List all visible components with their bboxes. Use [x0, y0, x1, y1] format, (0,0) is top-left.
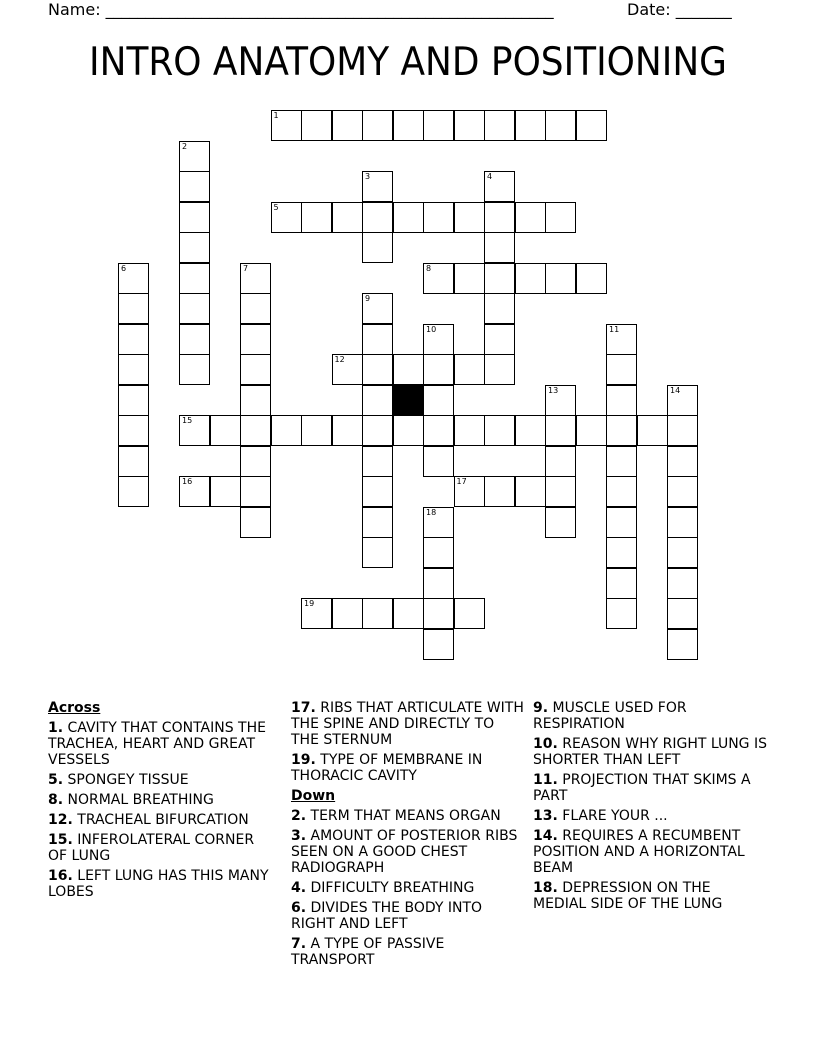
clue-label-number: 7. — [291, 936, 307, 952]
clue-text: REASON WHY RIGHT LUNG IS SHORTER THAN LEFT — [533, 736, 767, 768]
clue-text: RIBS THAT ARTICULATE WITH THE SPINE AND DIRECTLY TO THE STERNUM — [291, 700, 524, 748]
clue-text: TERM THAT MEANS ORGAN — [306, 808, 501, 824]
grid-cell[interactable] — [362, 476, 393, 507]
grid-cell[interactable] — [240, 385, 271, 416]
clue-text: TRACHEAL BIFURCATION — [72, 812, 249, 828]
clue-number: 16 — [182, 477, 193, 486]
grid-cell[interactable] — [179, 263, 210, 294]
clue-number: 6 — [121, 263, 127, 273]
grid-cell[interactable] — [362, 324, 393, 355]
grid-cell[interactable] — [545, 507, 576, 538]
clue-column-1 — [48, 700, 273, 904]
grid-cell[interactable] — [423, 202, 454, 233]
grid-cell[interactable] — [332, 110, 363, 141]
grid-cell[interactable] — [606, 568, 637, 599]
clue-number: 14 — [670, 385, 681, 395]
clue-label-number: 14. — [533, 828, 558, 844]
grid-cell[interactable] — [667, 507, 698, 538]
grid-cell[interactable] — [667, 568, 698, 599]
clue-label-number: 10. — [533, 736, 558, 752]
grid-cell[interactable] — [179, 293, 210, 324]
grid-cell[interactable] — [667, 385, 698, 416]
grid-cell[interactable] — [515, 476, 546, 507]
grid-cell[interactable] — [545, 415, 576, 446]
grid-cell[interactable] — [545, 202, 576, 233]
clue-text: REQUIRES A RECUMBENT POSITION AND A HORIZONTAL BEAM — [533, 828, 745, 876]
grid-cell[interactable] — [515, 202, 546, 233]
across-clue — [291, 752, 526, 784]
grid-cell[interactable] — [240, 415, 271, 446]
grid-cell[interactable] — [332, 202, 363, 233]
grid-cell[interactable] — [271, 202, 302, 233]
grid-cell[interactable] — [606, 324, 637, 355]
grid-cell[interactable] — [118, 354, 149, 385]
grid-cell[interactable] — [637, 415, 668, 446]
grid-cell[interactable] — [454, 110, 485, 141]
grid-cell[interactable] — [118, 476, 149, 507]
date-field-label[interactable]: Date: _______ — [627, 0, 732, 19]
grid-cell[interactable] — [454, 202, 485, 233]
grid-cell[interactable] — [667, 415, 698, 446]
clue-label-number: 6. — [291, 900, 307, 916]
grid-cell[interactable] — [484, 263, 515, 294]
clue-number: 17 — [456, 477, 467, 486]
grid-cell[interactable] — [484, 354, 515, 385]
grid-cell[interactable] — [667, 629, 698, 660]
grid-cell[interactable] — [606, 415, 637, 446]
grid-cell[interactable] — [362, 110, 393, 141]
grid-cell[interactable] — [118, 446, 149, 477]
grid-cell[interactable] — [393, 598, 424, 629]
clue-label-number: 3. — [291, 828, 307, 844]
clue-number: 13 — [548, 385, 559, 395]
grid-cell[interactable] — [301, 110, 332, 141]
grid-cell[interactable] — [423, 110, 454, 141]
clue-number: 1 — [273, 111, 279, 120]
grid-cell[interactable] — [362, 293, 393, 324]
clue-number: 11 — [609, 324, 620, 334]
grid-cell[interactable] — [332, 415, 363, 446]
clue-text: AMOUNT OF POSTERIOR RIBS SEEN ON A GOOD CHEST RADIOGRAPH — [291, 828, 518, 876]
grid-cell[interactable] — [606, 446, 637, 477]
grid-cell[interactable] — [423, 354, 454, 385]
grid-cell[interactable] — [362, 507, 393, 538]
clue-column-2 — [291, 700, 526, 972]
grid-cell[interactable] — [240, 324, 271, 355]
grid-cell[interactable] — [210, 476, 241, 507]
grid-cell[interactable] — [545, 476, 576, 507]
grid-cell[interactable] — [240, 293, 271, 324]
clue-text: NORMAL BREATHING — [63, 792, 214, 808]
grid-cell[interactable] — [606, 354, 637, 385]
grid-cell[interactable] — [179, 202, 210, 233]
grid-cell[interactable] — [301, 415, 332, 446]
clue-label-number: 5. — [48, 772, 64, 788]
across-clue — [48, 868, 273, 900]
grid-cell[interactable] — [423, 415, 454, 446]
grid-cell[interactable] — [362, 537, 393, 568]
clue-number: 3 — [365, 172, 371, 181]
grid-cell[interactable] — [423, 598, 454, 629]
grid-cell[interactable] — [423, 263, 454, 294]
grid-cell[interactable] — [179, 141, 210, 172]
grid-cell[interactable] — [423, 446, 454, 477]
grid-cell[interactable] — [667, 537, 698, 568]
grid-cell[interactable] — [423, 537, 454, 568]
across-heading: Across — [48, 700, 101, 716]
clue-number: 18 — [426, 507, 437, 517]
grid-cell[interactable] — [545, 263, 576, 294]
grid-cell[interactable] — [301, 202, 332, 233]
grid-cell[interactable] — [210, 415, 241, 446]
clue-number: 8 — [426, 263, 432, 273]
grid-cell[interactable] — [606, 476, 637, 507]
clue-label-number: 18. — [533, 880, 558, 896]
down-clue — [533, 736, 768, 768]
clue-number: 15 — [182, 416, 193, 425]
clue-label-number: 9. — [533, 700, 549, 716]
page-title: INTRO ANATOMY AND POSITIONING — [89, 40, 727, 85]
grid-cell[interactable] — [393, 415, 424, 446]
clue-label-number: 8. — [48, 792, 64, 808]
down-clue — [291, 880, 526, 896]
clue-text: LEFT LUNG HAS THIS MANY LOBES — [48, 868, 269, 900]
grid-cell[interactable] — [454, 354, 485, 385]
grid-cell[interactable] — [423, 507, 454, 538]
down-clue — [291, 900, 526, 932]
grid-cell[interactable] — [362, 171, 393, 202]
clue-text: CAVITY THAT CONTAINS THE TRACHEA, HEART AND GREAT VESSELS — [48, 720, 266, 768]
grid-cell[interactable] — [606, 507, 637, 538]
grid-cell[interactable] — [118, 263, 149, 294]
grid-cell[interactable] — [484, 415, 515, 446]
clue-text: TYPE OF MEMBRANE IN THORACIC CAVITY — [291, 752, 483, 784]
grid-cell[interactable] — [484, 293, 515, 324]
grid-cell[interactable] — [118, 293, 149, 324]
clue-label-number: 1. — [48, 720, 64, 736]
grid-cell[interactable] — [179, 324, 210, 355]
grid-cell[interactable] — [484, 476, 515, 507]
clue-label-number: 16. — [48, 868, 73, 884]
clue-number: 2 — [182, 141, 188, 151]
grid-cell[interactable] — [118, 385, 149, 416]
clue-text: DIFFICULTY BREATHING — [306, 880, 475, 896]
clue-text: FLARE YOUR ... — [557, 808, 668, 824]
grid-cell[interactable] — [454, 415, 485, 446]
grid-cell[interactable] — [118, 415, 149, 446]
across-clue — [48, 720, 273, 768]
clue-text: SPONGEY TISSUE — [63, 772, 189, 788]
down-clue — [533, 808, 768, 824]
clue-label-number: 17. — [291, 700, 316, 716]
grid-cell[interactable] — [362, 354, 393, 385]
grid-cell[interactable] — [393, 354, 424, 385]
grid-cell[interactable] — [271, 110, 302, 141]
across-clue — [291, 700, 526, 748]
clue-label-number: 13. — [533, 808, 558, 824]
grid-cell[interactable] — [484, 232, 515, 263]
grid-cell[interactable] — [179, 171, 210, 202]
down-clue — [533, 828, 768, 876]
grid-cell[interactable] — [667, 446, 698, 477]
grid-cell[interactable] — [606, 598, 637, 629]
clue-text: DIVIDES THE BODY INTO RIGHT AND LEFT — [291, 900, 483, 932]
grid-cell[interactable] — [240, 476, 271, 507]
grid-cell[interactable] — [179, 415, 210, 446]
down-clue — [533, 700, 768, 732]
clue-number: 12 — [334, 355, 345, 364]
black-cell — [393, 385, 424, 416]
grid-cell[interactable] — [271, 415, 302, 446]
grid-cell[interactable] — [332, 598, 363, 629]
clue-number: 4 — [487, 172, 493, 181]
grid-cell[interactable] — [362, 202, 393, 233]
across-clue — [48, 772, 273, 788]
grid-cell[interactable] — [179, 354, 210, 385]
grid-cell[interactable] — [240, 263, 271, 294]
grid-cell[interactable] — [423, 324, 454, 355]
down-clue — [291, 808, 526, 824]
down-clue — [533, 880, 768, 912]
grid-cell[interactable] — [423, 629, 454, 660]
clue-text: MUSCLE USED FOR RESPIRATION — [533, 700, 687, 732]
grid-cell[interactable] — [362, 385, 393, 416]
down-heading: Down — [291, 788, 336, 804]
clue-label-number: 12. — [48, 812, 73, 828]
grid-cell[interactable] — [484, 171, 515, 202]
clue-text: PROJECTION THAT SKIMS A PART — [533, 772, 751, 804]
down-clue — [533, 772, 768, 804]
clue-number: 5 — [273, 202, 279, 212]
clue-text: DEPRESSION ON THE MEDIAL SIDE OF THE LUNG — [533, 880, 723, 912]
grid-cell[interactable] — [484, 202, 515, 233]
grid-cell[interactable] — [423, 568, 454, 599]
clue-text: A TYPE OF PASSIVE TRANSPORT — [291, 936, 445, 968]
clue-number: 10 — [426, 324, 437, 334]
grid-cell[interactable] — [576, 110, 607, 141]
grid-cell[interactable] — [545, 385, 576, 416]
across-clue — [48, 832, 273, 864]
grid-cell[interactable] — [362, 598, 393, 629]
down-clue — [291, 936, 526, 968]
grid-cell[interactable] — [576, 263, 607, 294]
grid-cell[interactable] — [454, 263, 485, 294]
grid-cell[interactable] — [393, 110, 424, 141]
name-field-label[interactable]: Name: ________________________________________________________ — [48, 0, 554, 19]
grid-cell[interactable] — [301, 598, 332, 629]
clue-column-3 — [533, 700, 768, 916]
across-clue — [48, 812, 273, 828]
clue-number: 19 — [304, 599, 315, 608]
grid-cell[interactable] — [515, 415, 546, 446]
clue-label-number: 2. — [291, 808, 307, 824]
grid-cell[interactable] — [240, 507, 271, 538]
grid-cell[interactable] — [240, 446, 271, 477]
grid-cell[interactable] — [515, 263, 546, 294]
grid-cell[interactable] — [545, 110, 576, 141]
clue-label-number: 11. — [533, 772, 558, 788]
grid-cell[interactable] — [423, 385, 454, 416]
clue-text: INFEROLATERAL CORNER OF LUNG — [48, 832, 255, 864]
grid-cell[interactable] — [332, 354, 363, 385]
grid-cell[interactable] — [454, 476, 485, 507]
grid-cell[interactable] — [454, 598, 485, 629]
grid-cell[interactable] — [362, 232, 393, 263]
grid-cell[interactable] — [606, 385, 637, 416]
grid-cell[interactable] — [484, 110, 515, 141]
grid-cell[interactable] — [362, 446, 393, 477]
grid-cell[interactable] — [606, 537, 637, 568]
grid-cell[interactable] — [118, 324, 149, 355]
clue-number: 9 — [365, 294, 371, 303]
clue-label-number: 4. — [291, 880, 307, 896]
grid-cell[interactable] — [240, 354, 271, 385]
grid-cell[interactable] — [393, 202, 424, 233]
grid-cell[interactable] — [484, 324, 515, 355]
across-clue — [48, 792, 273, 808]
grid-cell[interactable] — [179, 476, 210, 507]
grid-cell[interactable] — [179, 232, 210, 263]
grid-cell[interactable] — [545, 446, 576, 477]
grid-cell[interactable] — [515, 110, 546, 141]
grid-cell[interactable] — [667, 598, 698, 629]
clue-label-number: 19. — [291, 752, 316, 768]
grid-cell[interactable] — [667, 476, 698, 507]
grid-cell[interactable] — [576, 415, 607, 446]
down-clue — [291, 828, 526, 876]
clue-number: 7 — [243, 263, 249, 273]
clue-label-number: 15. — [48, 832, 73, 848]
grid-cell[interactable] — [362, 415, 393, 446]
